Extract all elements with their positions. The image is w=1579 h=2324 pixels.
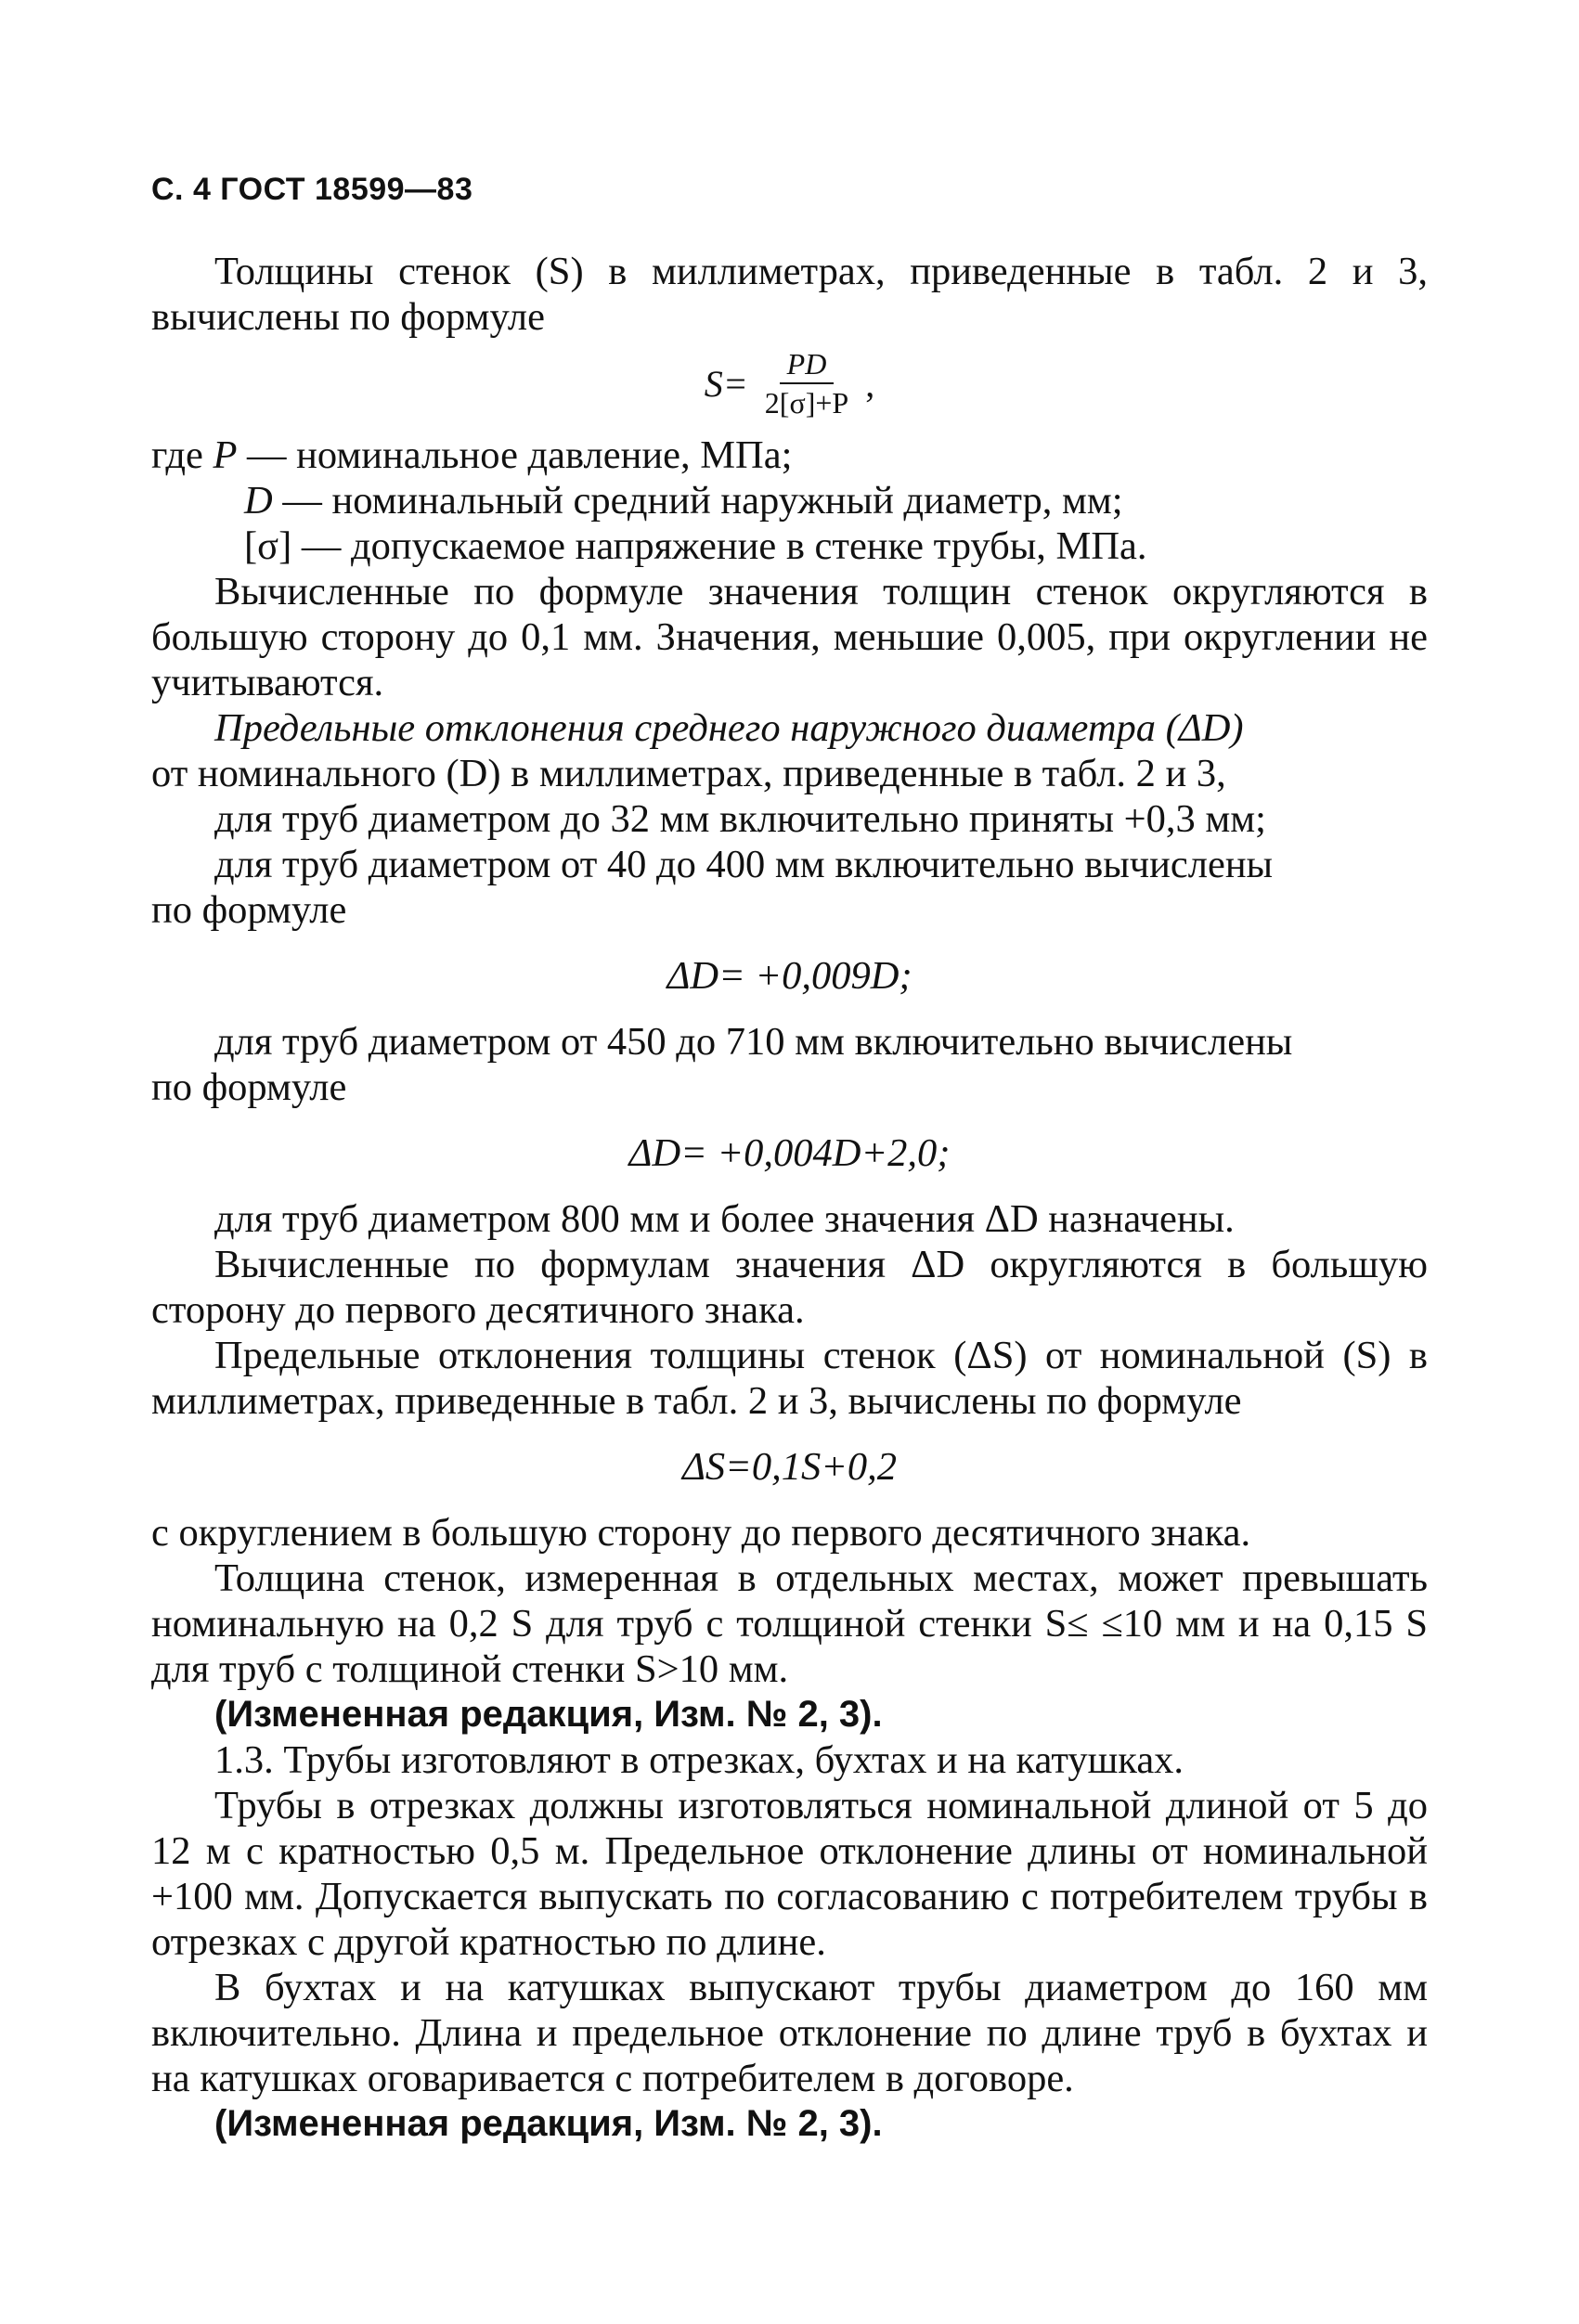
paragraph-diameter-450-710: для труб диаметром от 450 до 710 мм включительно вычислены	[214, 1020, 1293, 1064]
document-body	[151, 249, 1428, 2147]
paragraph-diameter-deviation-heading: Предельные отклонения среднего наружного диаметра (ΔD)	[214, 706, 1244, 750]
paragraph-rounding: Вычисленные по формуле значения толщин стенок округляются в большую сторону до 0,1 мм. Значения, меньшие 0,005, при округлении не учитываются.	[151, 570, 1428, 704]
legend-symbol: D	[244, 479, 273, 523]
legend-text: — допускаемое напряжение в стенке трубы, МПа.	[291, 524, 1147, 568]
paragraph-diameter-rounding: Вычисленные по формулам значения ΔD округляются в большую сторону до первого десятичного знака.	[151, 1243, 1428, 1332]
legend-symbol: [σ]	[244, 524, 292, 568]
page-header: С. 4 ГОСТ 18599—83	[151, 172, 473, 207]
formula-lhs: S=	[704, 362, 748, 405]
paragraph-pipe-lengths: Трубы в отрезках должны изготовляться номинальной длиной от 5 до 12 м с кратностью 0,5 м. Предельное отклонение длины от номинальной +100 мм. Допускается выпускать по согласованию с потребителем трубы в отрезках с другой кратностью по длине.	[151, 1784, 1428, 1964]
formula-diameter-1: ΔD= +0,009D;	[667, 954, 912, 998]
paragraph-diameter-deviation-line: от номинального (D) в миллиметрах, приведенные в табл. 2 и 3,	[151, 752, 1226, 795]
legend-row-p	[151, 433, 1428, 478]
legend-row-sigma	[151, 523, 1428, 569]
paragraph-diameter-deviation-line: для труб диаметром от 40 до 400 мм включительно вычислены	[214, 843, 1274, 886]
legend-text: — номинальный средний наружный диаметр, мм;	[272, 479, 1123, 523]
paragraph-coils: В бухтах и на катушках выпускают трубы диаметром до 160 мм включительно. Длина и предельное отклонение по длине труб в бухтах и на катушках оговаривается с потребителем в договоре.	[151, 1966, 1428, 2100]
legend-text: — номинальное давление, МПа;	[237, 433, 793, 477]
paragraph-diameter-800: для труб диаметром 800 мм и более значения ΔD назначены.	[214, 1197, 1235, 1241]
legend-prefix: где	[151, 433, 203, 477]
paragraph-diameter-450-710: по формуле	[151, 1065, 347, 1109]
legend-row-d	[151, 478, 1428, 523]
formula-tail: ,	[865, 362, 875, 405]
edit-note: (Измененная редакция, Изм. № 2, 3).	[214, 1694, 883, 1735]
edit-note: (Измененная редакция, Изм. № 2, 3).	[214, 2103, 883, 2144]
paragraph-thickness-deviation: Предельные отклонения толщины стенок (ΔS) от номинальной (S) в миллиметрах, приведенные в табл. 2 и 3, вычислены по формуле	[151, 1334, 1428, 1423]
formula-denominator: 2[σ]+P	[764, 386, 849, 420]
paragraph-diameter-deviation-line: по формуле	[151, 888, 347, 932]
paragraph-diameter-deviation-line: для труб диаметром до 32 мм включительно приняты +0,3 мм;	[214, 797, 1266, 841]
legend-symbol: P	[213, 433, 238, 477]
paragraph-wall-thickness: Толщины стенок (S) в миллиметрах, приведенные в табл. 2 и 3, вычислены по формуле	[151, 250, 1428, 339]
formula-wall-thickness	[151, 347, 1428, 420]
formula-numerator: PD	[780, 347, 835, 384]
paragraph-local-thickness: Толщина стенок, измеренная в отдельных местах, может превышать номинальную на 0,2 S для труб с толщиной стенки S≤ ≤10 мм и на 0,15 S для труб с толщиной стенки S>10 мм.	[151, 1556, 1428, 1691]
formula-thickness: ΔS=0,1S+0,2	[681, 1445, 898, 1489]
paragraph-section-1-3: 1.3. Трубы изготовляют в отрезках, бухтах и на катушках.	[214, 1738, 1184, 1782]
formula-diameter-2: ΔD= +0,004D+2,0;	[628, 1131, 951, 1175]
paragraph-thickness-rounding: с округлением в большую сторону до первого десятичного знака.	[151, 1511, 1251, 1555]
formula-fraction	[757, 347, 856, 420]
